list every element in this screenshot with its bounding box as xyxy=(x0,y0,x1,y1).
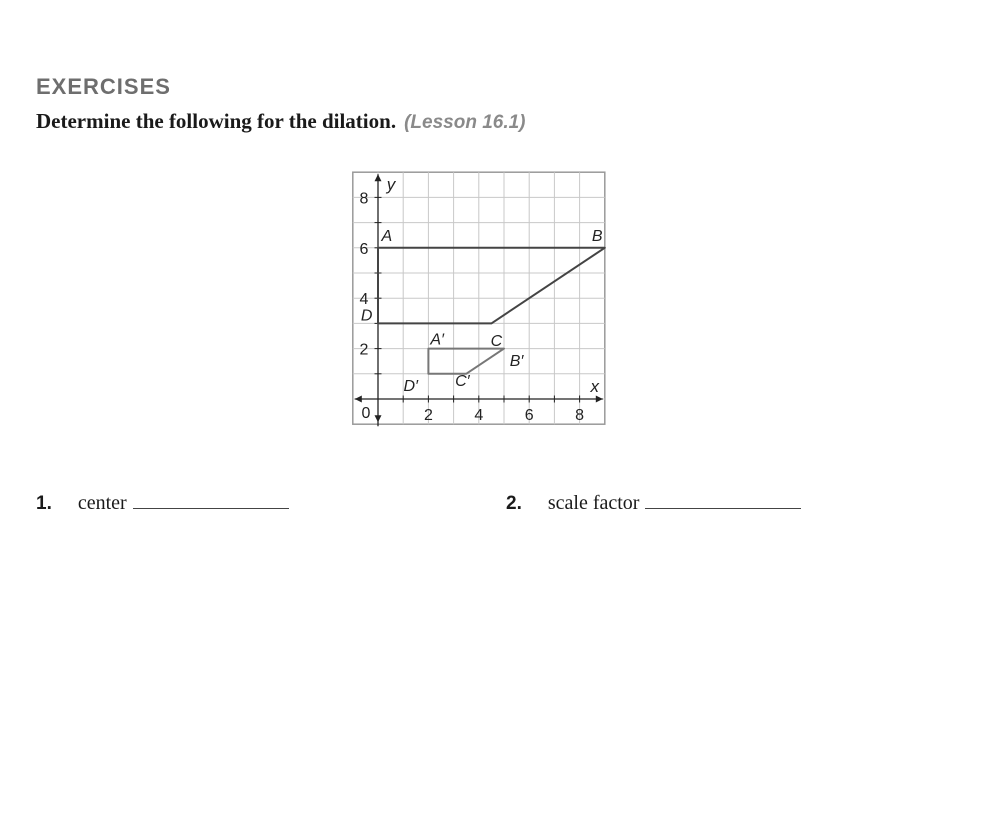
question-1-label: center xyxy=(77,492,127,514)
y-axis-label: y xyxy=(386,174,396,194)
x-tick-label: 6 xyxy=(524,407,534,424)
question-1-number: 1. xyxy=(36,493,52,514)
x-tick-label: 2 xyxy=(423,407,433,424)
section-title: EXERCISES xyxy=(36,74,171,99)
vertex-label-D-prime: D′ xyxy=(403,378,419,396)
question-1-answer-blank[interactable] xyxy=(133,507,289,509)
question-2-number: 2. xyxy=(506,493,522,514)
vertex-label-A: A xyxy=(381,228,393,246)
question-2-answer-blank[interactable] xyxy=(645,507,801,509)
x-tick-label: 4 xyxy=(474,407,484,424)
vertex-label-B-prime: B′ xyxy=(509,352,524,370)
vertex-label-B: B xyxy=(591,228,603,246)
y-tick-label: 2 xyxy=(359,341,369,359)
x-axis-label: x xyxy=(590,377,599,396)
x-tick-label: 8 xyxy=(575,407,585,424)
vertex-label-A-prime: A′ xyxy=(430,331,445,349)
instructions-text: Determine the following for the dilation. xyxy=(36,109,397,133)
question-2-label: scale factor xyxy=(547,492,640,514)
vertex-label-D: D xyxy=(360,307,373,325)
vertex-label-C: C xyxy=(490,332,503,350)
question-2 xyxy=(506,492,801,515)
question-1 xyxy=(36,492,289,515)
lesson-reference: (Lesson 16.1) xyxy=(404,112,526,133)
vertex-label-C-prime: C′ xyxy=(455,373,470,391)
origin-label: 0 xyxy=(361,405,371,422)
y-tick-label: 8 xyxy=(359,190,369,208)
y-tick-label: 4 xyxy=(359,291,369,309)
instructions xyxy=(36,109,526,134)
dilation-graph xyxy=(350,170,610,430)
y-tick-label: 6 xyxy=(359,240,369,258)
